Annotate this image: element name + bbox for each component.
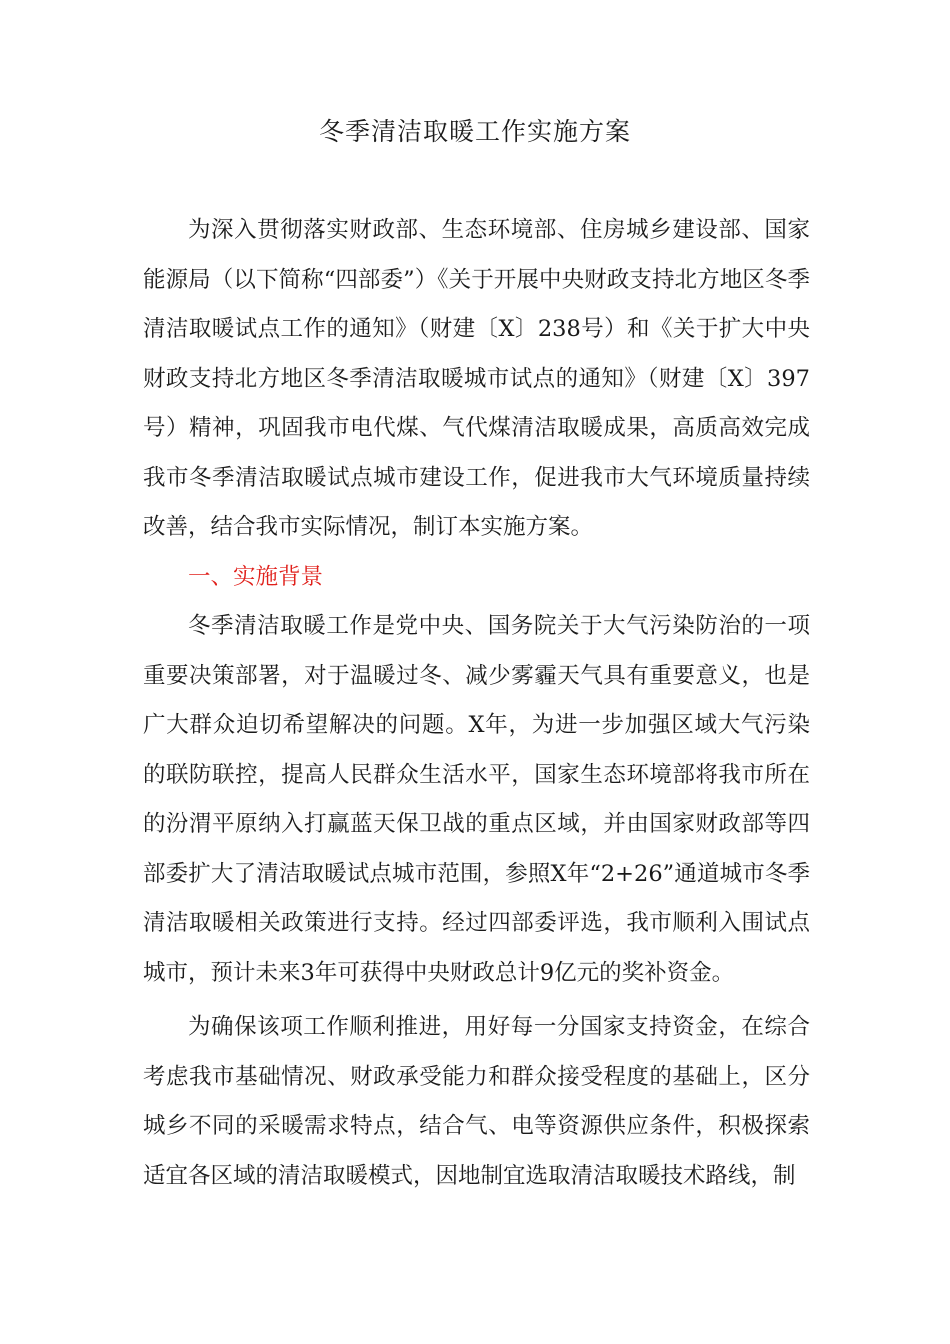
section-heading: 一、实施背景 bbox=[188, 563, 324, 590]
document-title: 冬季清洁取暖工作实施方案 bbox=[318, 117, 631, 146]
approach-paragraph: 为确保该项工作顺利推进，用好每一分国家支持资金，在综合考虑我市基础情况、财政承受能力和群众接受程度的基础上，区分城乡不同的采暖需求特点，结合气、电等资源供应条件，积极探索适宜各区域的清洁取暖模式，因地制宜选取清洁取暖技术路线，制 bbox=[143, 1014, 810, 1189]
intro-paragraph: 为深入贯彻落实财政部、生态环境部、住房城乡建设部、国家能源局（以下简称“四部委”）《关于开展中央财政支持北方地区冬季清洁取暖试点工作的通知》（财建〔X〕238号）和《关于扩大中央财政支持北方地区冬季清洁取暖城市试点的通知》（财建〔X〕397号）精神，巩固我市电代煤、气代煤清洁取暖成果，高质高效完成我市冬季清洁取暖试点城市建设工作，促进我市大气环境质量持续改善，结合我市实际情况，制订本实施方案。 bbox=[143, 217, 810, 540]
background-paragraph: 冬季清洁取暖工作是党中央、国务院关于大气污染防治的一项重要决策部署，对于温暖过冬、减少雾霾天气具有重要意义，也是广大群众迫切希望解决的问题。X年，为进一步加强区域大气污染的联防联控，提高人民群众生活水平，国家生态环境部将我市所在的汾渭平原纳入打赢蓝天保卫战的重点区域，并由国家财政部等四部委扩大了清洁取暖试点城市范围，参照X年“2+26”通道城市冬季清洁取暖相关政策进行支持。经过四部委评选，我市顺利入围试点城市，预计未来3年可获得中央财政总计9亿元的奖补资金。 bbox=[143, 613, 810, 986]
document-body bbox=[143, 206, 810, 1201]
